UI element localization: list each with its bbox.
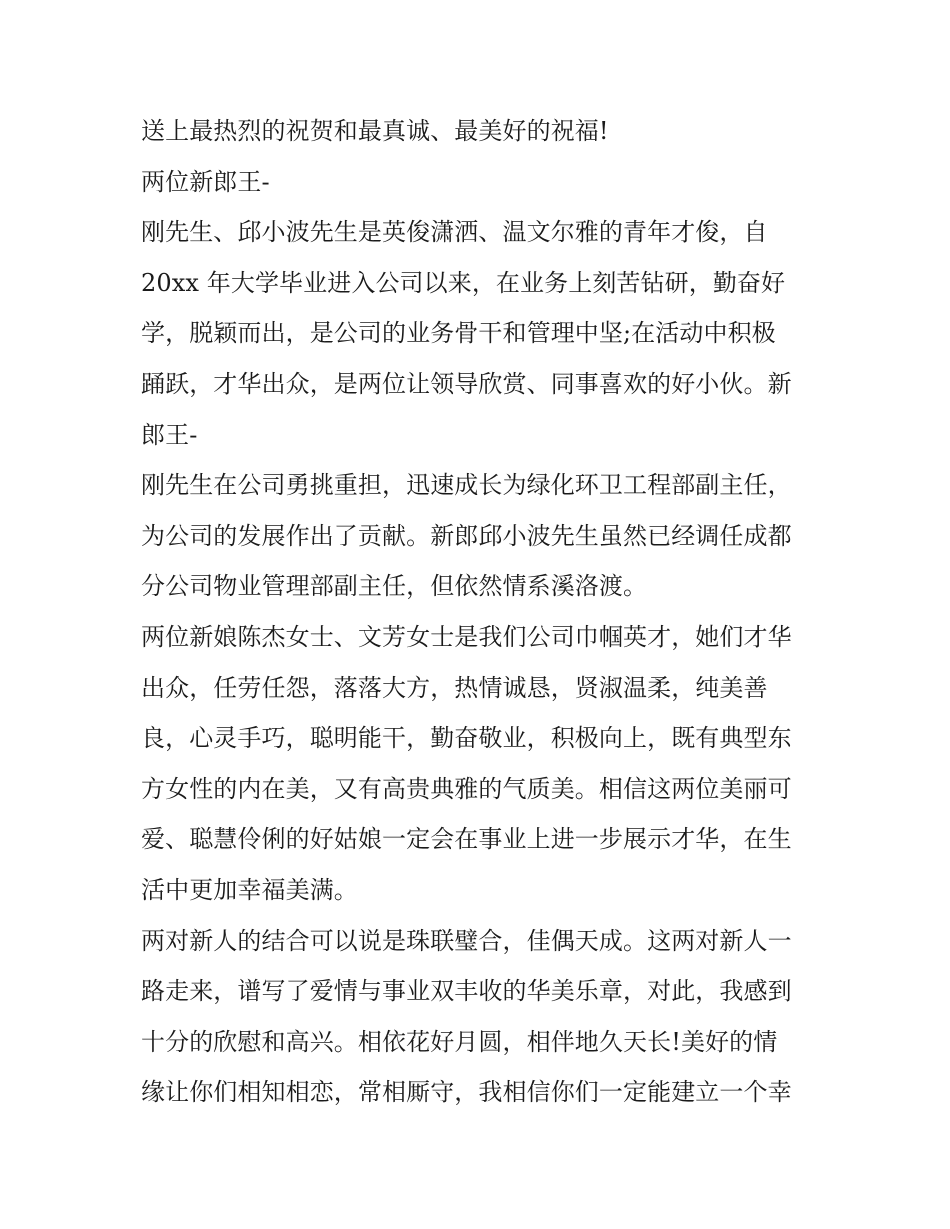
text-line: 刚先生、邱小波先生是英俊潇洒、温文尔雅的青年才俊，自 <box>141 218 768 247</box>
text-line: 学，脱颖而出，是公司的业务骨干和管理中坚;在活动中积极 <box>141 319 776 348</box>
text-line: 为公司的发展作出了贡献。新郎邱小波先生虽然已经调任成都 <box>141 521 792 550</box>
text-line: 分公司物业管理部副主任，但依然情系溪洛渡。 <box>141 572 648 601</box>
text-line: 出众，任劳任怨，落落大方，热情诚恳，贤淑温柔，纯美善 <box>141 673 768 702</box>
text-line: 郎王- <box>141 420 198 449</box>
text-line: 两位新娘陈杰女士、文芳女士是我们公司巾帼英才，她们才华 <box>141 622 792 651</box>
text-line: 刚先生在公司勇挑重担，迅速成长为绿化环卫工程部副主任， <box>141 471 792 500</box>
text-line: 十分的欣慰和高兴。相依花好月圆，相伴地久天长!美好的情 <box>141 1027 778 1056</box>
text-line: 路走来，谱写了爱情与事业双丰收的华美乐章，对此，我感到 <box>141 977 792 1006</box>
text-line: 缘让你们相知相恋，常相厮守，我相信你们一定能建立一个幸 <box>141 1078 792 1107</box>
text-line: 两位新郎王- <box>141 167 270 196</box>
text-line: 方女性的内在美，又有高贵典雅的气质美。相信这两位美丽可 <box>141 774 792 803</box>
text-line: 两对新人的结合可以说是珠联璧合，佳偶天成。这两对新人一 <box>141 926 792 955</box>
text-line: 20xx 年大学毕业进入公司以来，在业务上刻苦钻研，勤奋好 <box>141 268 786 297</box>
text-line: 良，心灵手巧，聪明能干，勤奋敬业，积极向上，既有典型东 <box>141 724 792 753</box>
text-line: 踊跃，才华出众，是两位让领导欣赏、同事喜欢的好小伙。新 <box>141 369 792 398</box>
paragraph-congratulations <box>141 106 821 157</box>
paragraph-grooms-heading <box>141 157 821 208</box>
text-line: 爱、聪慧伶俐的好姑娘一定会在事业上进一步展示才华，在生 <box>141 825 792 854</box>
text-line: 活中更加幸福美满。 <box>141 875 358 904</box>
paragraph-brides <box>141 612 821 916</box>
paragraph-grooms-career <box>141 460 821 612</box>
document-body <box>141 106 821 1118</box>
text-line: 送上最热烈的祝贺和最真诚、最美好的祝福! <box>141 117 609 145</box>
paragraph-grooms-intro <box>141 207 821 460</box>
paragraph-couples <box>141 916 821 1118</box>
